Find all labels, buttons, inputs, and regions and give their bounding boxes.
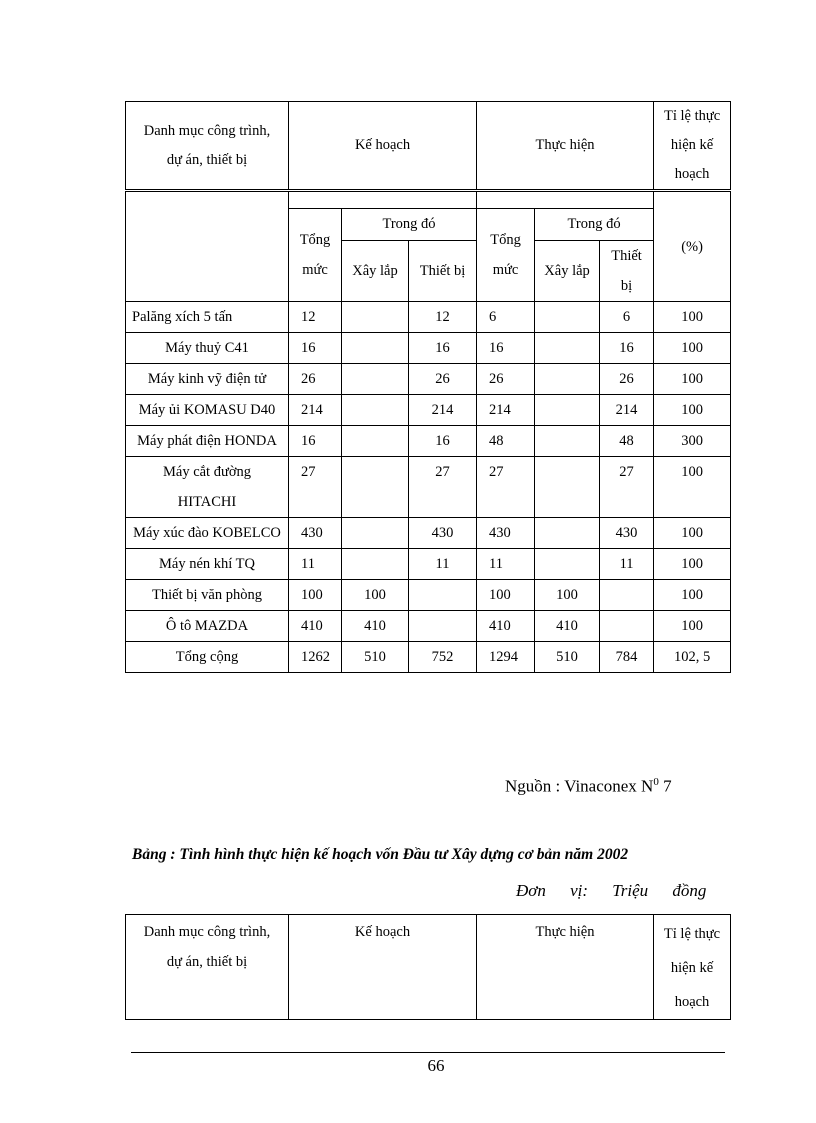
row-plan-equipment: 16 <box>409 426 477 457</box>
investment-capital-table <box>125 914 731 1020</box>
row-item-name: Máy thuỷ C41 <box>126 333 289 364</box>
row-actual-construction <box>535 364 600 395</box>
row-plan-total: 16 <box>289 426 342 457</box>
row-actual-equipment: 214 <box>600 395 654 426</box>
header-ratio: Tỉ lệ thực hiện kế hoạch <box>654 102 731 191</box>
row-plan-equipment <box>409 611 477 642</box>
row-actual-equipment: 26 <box>600 364 654 395</box>
row-plan-construction: 510 <box>342 642 409 673</box>
table-row <box>126 302 731 333</box>
table-row <box>126 580 731 611</box>
row-actual-equipment: 6 <box>600 302 654 333</box>
row-plan-total: 100 <box>289 580 342 611</box>
source-note: Nguồn : Vinaconex $N^0$ 7 <box>505 776 672 796</box>
row-plan-total: 430 <box>289 518 342 549</box>
header-actual-construction: Xây lắp <box>535 241 600 302</box>
row-item-name: Tổng cộng <box>126 642 289 673</box>
header-plan-construction: Xây lắp <box>342 241 409 302</box>
t2-header-actual: Thực hiện <box>477 915 654 1020</box>
header-actual: Thực hiện <box>477 102 654 191</box>
table-row <box>126 518 731 549</box>
t2-header-item-name: Danh mục công trình, dự án, thiết bị <box>126 915 289 1020</box>
row-actual-construction <box>535 457 600 518</box>
header-plan-of-which: Trong đó <box>342 209 477 241</box>
equipment-investment-table <box>125 101 731 673</box>
row-plan-total: 12 <box>289 302 342 333</box>
row-plan-equipment: 752 <box>409 642 477 673</box>
row-plan-equipment <box>409 580 477 611</box>
table-caption: Bảng : Tình hình thực hiện kế hoạch vốn Đầu tư Xây dựng cơ bản năm 2002 <box>132 846 629 863</box>
row-ratio: 300 <box>654 426 731 457</box>
row-actual-construction <box>535 333 600 364</box>
header-plan-equipment: Thiết bị <box>409 241 477 302</box>
row-actual-equipment: 16 <box>600 333 654 364</box>
row-item-name: Máy nén khí TQ <box>126 549 289 580</box>
row-actual-construction: 100 <box>535 580 600 611</box>
header-actual-equipment: Thiết bị <box>600 241 654 302</box>
header-item-name: Danh mục công trình, dự án, thiết bị <box>126 102 289 191</box>
row-plan-total: 16 <box>289 333 342 364</box>
row-plan-equipment: 26 <box>409 364 477 395</box>
row-ratio: 100 <box>654 333 731 364</box>
row-actual-equipment: 784 <box>600 642 654 673</box>
row-actual-total: 16 <box>477 333 535 364</box>
row-ratio: 100 <box>654 549 731 580</box>
row-ratio: 100 <box>654 364 731 395</box>
table-row <box>126 549 731 580</box>
row-actual-total: 410 <box>477 611 535 642</box>
row-actual-construction: 410 <box>535 611 600 642</box>
row-plan-construction <box>342 333 409 364</box>
row-actual-total: 1294 <box>477 642 535 673</box>
row-actual-equipment: 11 <box>600 549 654 580</box>
row-plan-construction <box>342 426 409 457</box>
row-plan-total: 1262 <box>289 642 342 673</box>
unit-label: Đơn vị: Triệu đồng <box>516 881 707 900</box>
table-row <box>126 642 731 673</box>
table-row <box>126 333 731 364</box>
header-actual-of-which: Trong đó <box>535 209 654 241</box>
row-item-name: Máy cắt đường HITACHI <box>126 457 289 518</box>
row-item-name: Máy kinh vỹ điện tử <box>126 364 289 395</box>
row-ratio: 100 <box>654 395 731 426</box>
row-plan-total: 27 <box>289 457 342 518</box>
row-item-name: Máy ủi KOMASU D40 <box>126 395 289 426</box>
row-plan-construction <box>342 302 409 333</box>
row-plan-construction <box>342 518 409 549</box>
row-actual-equipment: 48 <box>600 426 654 457</box>
row-actual-construction <box>535 426 600 457</box>
row-plan-construction <box>342 549 409 580</box>
row-plan-construction <box>342 364 409 395</box>
table-row <box>126 426 731 457</box>
row-actual-construction: 510 <box>535 642 600 673</box>
header-percent: (%) <box>654 191 731 302</box>
row-actual-construction <box>535 395 600 426</box>
row-actual-equipment: 27 <box>600 457 654 518</box>
row-item-name: Máy phát điện HONDA <box>126 426 289 457</box>
row-ratio: 100 <box>654 302 731 333</box>
row-actual-total: 27 <box>477 457 535 518</box>
row-actual-equipment <box>600 580 654 611</box>
table-row <box>126 364 731 395</box>
row-ratio: 100 <box>654 457 731 518</box>
row-actual-construction <box>535 302 600 333</box>
footer-rule <box>131 1052 725 1053</box>
t2-header-plan: Kế hoạch <box>289 915 477 1020</box>
row-plan-construction <box>342 395 409 426</box>
row-actual-total: 48 <box>477 426 535 457</box>
row-plan-equipment: 16 <box>409 333 477 364</box>
row-plan-total: 214 <box>289 395 342 426</box>
row-item-name: Máy xúc đào KOBELCO <box>126 518 289 549</box>
row-item-name: Thiết bị văn phòng <box>126 580 289 611</box>
row-ratio: 100 <box>654 580 731 611</box>
row-actual-total: 100 <box>477 580 535 611</box>
row-item-name: Ô tô MAZDA <box>126 611 289 642</box>
table-row <box>126 457 731 518</box>
row-ratio: 102, 5 <box>654 642 731 673</box>
header-blank-cell <box>126 191 289 302</box>
table-row <box>126 395 731 426</box>
row-ratio: 100 <box>654 611 731 642</box>
row-plan-equipment: 11 <box>409 549 477 580</box>
row-plan-equipment: 27 <box>409 457 477 518</box>
row-plan-construction <box>342 457 409 518</box>
row-actual-total: 26 <box>477 364 535 395</box>
header-actual-total: Tổng mức <box>477 209 535 302</box>
row-plan-construction: 410 <box>342 611 409 642</box>
row-item-name: Palăng xích 5 tấn <box>126 302 289 333</box>
row-actual-total: 11 <box>477 549 535 580</box>
row-ratio: 100 <box>654 518 731 549</box>
row-plan-equipment: 214 <box>409 395 477 426</box>
row-plan-equipment: 12 <box>409 302 477 333</box>
row-actual-equipment: 430 <box>600 518 654 549</box>
table-row <box>126 611 731 642</box>
row-plan-total: 26 <box>289 364 342 395</box>
header-plan-total: Tổng mức <box>289 209 342 302</box>
page-number: 66 <box>427 1056 445 1075</box>
row-actual-total: 6 <box>477 302 535 333</box>
header-plan: Kế hoạch <box>289 102 477 191</box>
t2-header-ratio: Tỉ lệ thực hiện kế hoạch <box>654 915 731 1020</box>
row-plan-equipment: 430 <box>409 518 477 549</box>
row-plan-total: 410 <box>289 611 342 642</box>
row-plan-total: 11 <box>289 549 342 580</box>
row-actual-total: 430 <box>477 518 535 549</box>
row-actual-construction <box>535 549 600 580</box>
row-actual-construction <box>535 518 600 549</box>
row-actual-equipment <box>600 611 654 642</box>
row-actual-total: 214 <box>477 395 535 426</box>
row-plan-construction: 100 <box>342 580 409 611</box>
